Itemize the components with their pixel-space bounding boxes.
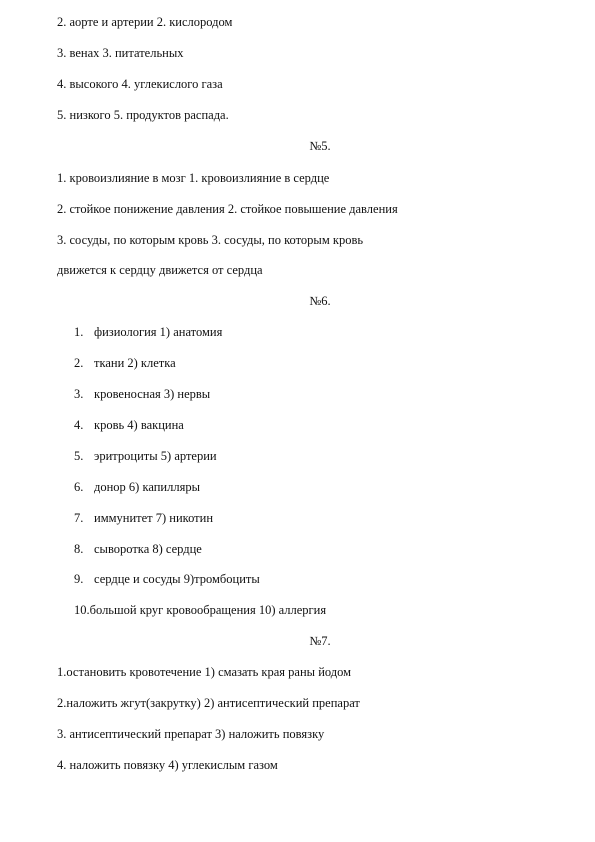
answer-line: 1. кровоизлияние в мозг 1. кровоизлияние в сердце: [57, 171, 330, 185]
list-item: [74, 510, 213, 526]
list-item-number: 7.: [74, 511, 84, 525]
list-item: [74, 324, 222, 340]
list-item: [74, 417, 184, 433]
list-item-text: донор 6) капилляры: [94, 480, 200, 494]
list-item: [74, 355, 176, 371]
section-heading: №7.: [309, 634, 331, 648]
list-item-text: кровеносная 3) нервы: [94, 387, 211, 401]
list-item-text: сыворотка 8) сердце: [94, 542, 202, 556]
list-item: [74, 541, 202, 557]
section-heading: №5.: [309, 139, 331, 153]
list-item-text: ткани 2) клетка: [94, 356, 176, 370]
answer-line: 2.наложить жгут(закрутку) 2) антисептический препарат: [57, 696, 360, 710]
answer-line: 2. стойкое понижение давления 2. стойкое повышение давления: [57, 202, 398, 216]
list-item-text: иммунитет 7) никотин: [94, 511, 214, 525]
list-item: [74, 602, 326, 618]
list-item-number: 2.: [74, 356, 84, 370]
list-item-number: 8.: [74, 542, 84, 556]
list-item-text: большой круг кровообращения 10) аллергия: [89, 603, 327, 617]
answer-line: 3. венах 3. питательных: [57, 46, 184, 60]
list-item-number: 1.: [74, 325, 84, 339]
list-item: [74, 571, 260, 587]
list-item-number: 3.: [74, 387, 84, 401]
answer-line: 2. аорте и артерии 2. кислородом: [57, 15, 233, 29]
list-item-text: сердце и сосуды 9)тромбоциты: [94, 572, 260, 586]
list-item-text: кровь 4) вакцина: [94, 418, 184, 432]
list-item: [74, 448, 217, 464]
answer-line: движется к сердцу движется от сердца: [57, 263, 263, 277]
answer-line: 3. антисептический препарат 3) наложить повязку: [57, 727, 325, 741]
list-item-number: 10.: [74, 603, 90, 617]
list-item-number: 5.: [74, 449, 84, 463]
list-item: [74, 479, 200, 495]
answer-line: 1.остановить кровотечение 1) смазать края раны йодом: [57, 665, 352, 679]
answer-line: 5. низкого 5. продуктов распада.: [57, 108, 229, 122]
list-item-number: 4.: [74, 418, 84, 432]
section-heading: №6.: [309, 294, 331, 308]
list-item-text: физиология 1) анатомия: [94, 325, 223, 339]
list-item-number: 6.: [74, 480, 84, 494]
list-item-text: эритроциты 5) артерии: [94, 449, 217, 463]
answer-line: 4. наложить повязку 4) углекислым газом: [57, 758, 278, 772]
list-item-number: 9.: [74, 572, 84, 586]
answer-line: 4. высокого 4. углекислого газа: [57, 77, 223, 91]
answer-line: 3. сосуды, по которым кровь 3. сосуды, по которым кровь: [57, 233, 364, 247]
list-item: [74, 386, 210, 402]
